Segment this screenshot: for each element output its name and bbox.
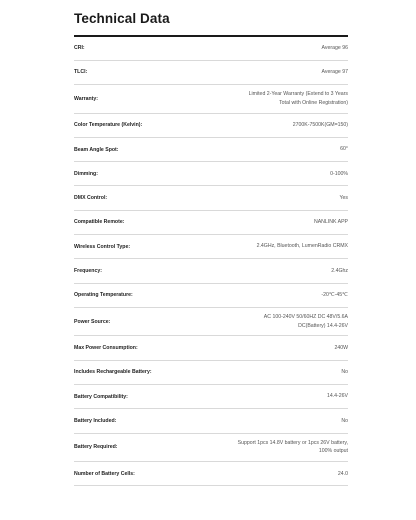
spec-value-line: Total with Online Registration) — [279, 99, 348, 106]
spec-row — [74, 361, 348, 385]
spec-row — [74, 186, 348, 210]
spec-row — [74, 211, 348, 235]
spec-row — [74, 462, 348, 486]
spec-value-line: No — [341, 369, 348, 376]
spec-value — [322, 68, 348, 77]
spec-row — [74, 85, 348, 114]
spec-value-line: 240W — [334, 344, 348, 351]
spec-row — [74, 336, 348, 360]
spec-row — [74, 284, 348, 308]
spec-value — [327, 392, 348, 401]
spec-value-line: 100% output — [318, 448, 348, 455]
spec-value — [238, 439, 348, 456]
spec-value — [341, 368, 348, 377]
technical-data-section — [74, 0, 348, 486]
spec-label: Max Power Consumption: — [74, 345, 138, 352]
spec-label: Beam Angle Spot: — [74, 146, 119, 153]
spec-label: TLCI: — [74, 69, 88, 76]
spec-label: Power Source: — [74, 318, 111, 325]
spec-value-line: 14.4-26V — [326, 393, 348, 400]
spec-label: Battery Required: — [74, 444, 118, 451]
spec-value — [257, 242, 348, 251]
spec-value — [331, 267, 348, 276]
spec-value — [338, 470, 348, 479]
spec-label: CRI: — [74, 45, 85, 52]
spec-row — [74, 308, 348, 337]
spec-value-line: Average 97 — [321, 69, 348, 76]
spec-row — [74, 385, 348, 409]
spec-row — [74, 259, 348, 283]
spec-row — [74, 114, 348, 138]
spec-label: Battery Included: — [74, 418, 117, 424]
spec-row — [74, 434, 348, 463]
spec-value — [334, 344, 348, 353]
spec-value-line: -20℃-45℃ — [321, 292, 348, 299]
spec-value — [314, 218, 348, 227]
spec-value-line: NANLINK APP — [313, 219, 348, 226]
spec-row — [74, 61, 348, 85]
section-title: Technical Data — [74, 11, 170, 26]
spec-value-line: Average 96 — [321, 44, 348, 51]
spec-value — [341, 417, 348, 426]
spec-label: Number of Battery Cells: — [74, 470, 135, 477]
spec-value-line: AC 100-240V 50/60HZ DC 48V/5.6A — [263, 314, 348, 321]
spec-value — [330, 170, 348, 179]
spec-value — [249, 90, 348, 107]
spec-value — [340, 145, 348, 154]
spec-value-line: DC(Battery) 14.4-26V — [298, 322, 348, 329]
spec-row — [74, 409, 348, 433]
spec-value-line: 2.4Ghz — [331, 267, 348, 274]
spec-label: DMX Control: — [74, 195, 108, 202]
spec-label: Wireless Control Type: — [74, 243, 131, 250]
spec-label: Color Temperature (Kelvin): — [74, 122, 143, 129]
spec-value — [321, 291, 348, 300]
spec-value-line: 24.0 — [337, 470, 348, 477]
spec-value-line: 60° — [340, 146, 348, 153]
spec-value-line: Support 1pcs 14.8V battery or 1pcs 26V battery, — [237, 439, 348, 446]
spec-value — [340, 194, 348, 203]
spec-value-line: 2.4GHz, Bluetooth, LumenRadio CRMX — [256, 243, 348, 250]
spec-value — [293, 121, 348, 130]
spec-value-line: 0-100% — [330, 170, 348, 177]
spec-label: Frequency: — [74, 268, 102, 275]
spec-label: Operating Temperature: — [74, 292, 133, 299]
spec-value — [322, 44, 348, 53]
spec-value-line: Yes — [339, 194, 348, 201]
spec-row — [74, 138, 348, 162]
spec-value-line: 2700K-7500K(GM=150) — [292, 121, 348, 128]
spec-table — [74, 37, 348, 487]
spec-label: Includes Rechargeable Battery: — [74, 369, 152, 376]
spec-label: Compatible Remote: — [74, 219, 125, 226]
spec-row — [74, 235, 348, 259]
spec-row — [74, 37, 348, 61]
spec-label: Battery Compatibility: — [74, 393, 128, 400]
spec-value-line: No — [341, 417, 348, 424]
spec-value-line: Limited 2-Year Warranty (Extend to 3 Years — [248, 91, 348, 98]
spec-row — [74, 162, 348, 186]
spec-value — [264, 313, 348, 330]
spec-label: Dimming: — [74, 170, 98, 177]
spec-label: Warranty: — [74, 95, 99, 102]
